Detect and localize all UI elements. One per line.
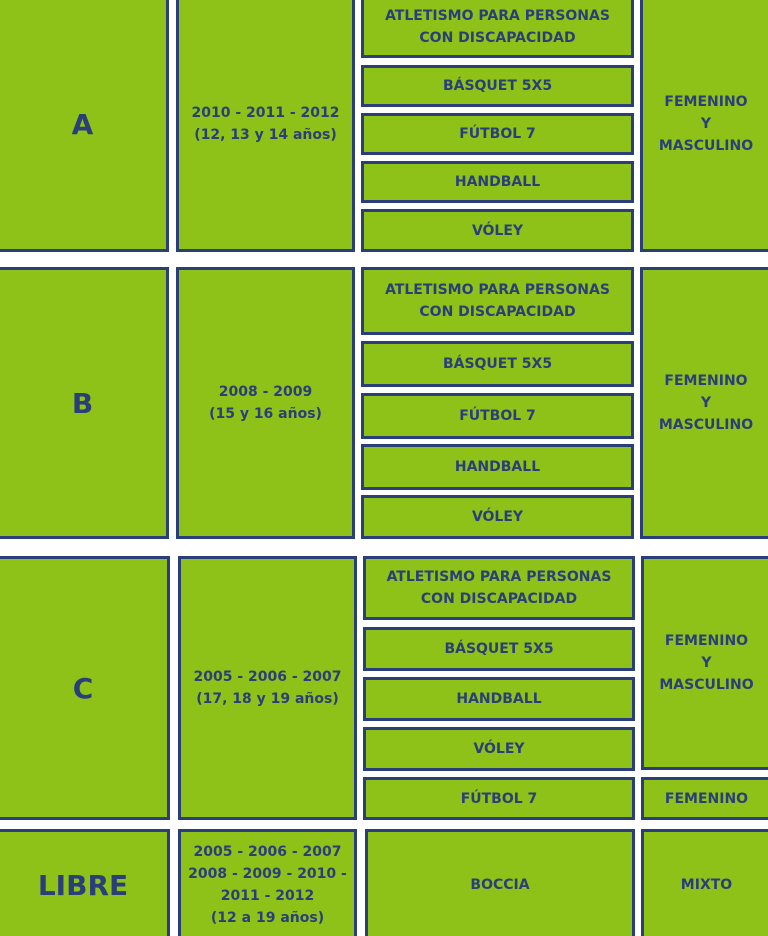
gender-cell bbox=[640, 267, 768, 539]
sport-label: VÓLEY bbox=[471, 509, 524, 525]
sport-cell bbox=[363, 627, 635, 671]
sport-cell bbox=[361, 209, 634, 252]
years-line: (12 a 19 años) bbox=[210, 910, 325, 926]
sport-label: VÓLEY bbox=[473, 741, 525, 757]
sport-cell bbox=[361, 267, 634, 335]
gender-label: MIXTO bbox=[680, 877, 733, 893]
sport-label: ATLETISMO PARA PERSONAS bbox=[385, 8, 610, 24]
sport-label: CON DISCAPACIDAD bbox=[419, 304, 576, 320]
sport-cell bbox=[363, 727, 635, 771]
gender-cell bbox=[641, 829, 768, 936]
category-a-years bbox=[176, 0, 355, 252]
sport-label: VÓLEY bbox=[471, 222, 524, 239]
category-c-years bbox=[178, 556, 357, 820]
years-line: (15 y 16 años) bbox=[209, 406, 322, 422]
sport-label: BÁSQUET 5X5 bbox=[442, 356, 553, 372]
years-line: 2008 - 2009 bbox=[218, 384, 313, 400]
gender-cell bbox=[641, 556, 768, 770]
gender-label: FEMENINO bbox=[664, 790, 749, 807]
gender-label: FEMENINO bbox=[664, 373, 748, 389]
sport-label: FÚTBOL 7 bbox=[459, 126, 536, 142]
sport-label: CON DISCAPACIDAD bbox=[420, 591, 578, 607]
sport-label: HANDBALL bbox=[454, 459, 541, 475]
sport-label: BOCCIA bbox=[470, 877, 530, 893]
sport-cell bbox=[361, 161, 634, 203]
category-a bbox=[0, 0, 169, 252]
sport-cell bbox=[361, 65, 634, 107]
years-line: (17, 18 y 19 años) bbox=[196, 691, 339, 707]
gender-label: FEMENINO bbox=[664, 94, 748, 110]
sport-cell bbox=[361, 444, 634, 490]
sport-label: FÚTBOL 7 bbox=[459, 408, 536, 424]
sport-label: HANDBALL bbox=[456, 691, 542, 707]
category-b-label: B bbox=[71, 386, 94, 420]
gender-label: MASCULINO bbox=[659, 677, 754, 693]
gender-label: Y bbox=[700, 116, 712, 132]
sport-label: ATLETISMO PARA PERSONAS bbox=[385, 282, 610, 298]
sport-cell bbox=[361, 495, 634, 539]
sport-label: ATLETISMO PARA PERSONAS bbox=[386, 569, 612, 585]
years-line: 2011 - 2012 bbox=[220, 888, 315, 904]
sport-label: BÁSQUET 5X5 bbox=[444, 641, 554, 657]
gender-cell-extra bbox=[641, 777, 768, 820]
gender-cell bbox=[640, 0, 768, 252]
years-line: 2010 - 2011 - 2012 bbox=[191, 105, 340, 121]
years-line: 2005 - 2006 - 2007 bbox=[193, 844, 342, 860]
category-c-label: C bbox=[72, 671, 94, 705]
sport-cell bbox=[361, 0, 634, 58]
sport-cell bbox=[363, 677, 635, 721]
years-line: (12, 13 y 14 años) bbox=[194, 127, 337, 143]
category-libre-years bbox=[178, 829, 357, 936]
gender-label: Y bbox=[700, 395, 712, 411]
sport-label: FÚTBOL 7 bbox=[460, 790, 538, 807]
sport-label: HANDBALL bbox=[454, 174, 541, 190]
gender-label: MASCULINO bbox=[658, 417, 754, 433]
sport-cell bbox=[365, 829, 635, 936]
sport-cell bbox=[361, 393, 634, 439]
gender-label: MASCULINO bbox=[658, 138, 754, 154]
years-line: 2005 - 2006 - 2007 bbox=[193, 669, 342, 685]
sport-cell bbox=[363, 556, 635, 620]
gender-label: Y bbox=[701, 655, 712, 671]
sport-cell bbox=[361, 113, 634, 155]
category-libre bbox=[0, 829, 170, 936]
category-b-years bbox=[176, 267, 355, 539]
sport-cell bbox=[361, 341, 634, 387]
years-line: 2008 - 2009 - 2010 - bbox=[188, 866, 347, 882]
category-a-label: A bbox=[71, 107, 94, 141]
category-b bbox=[0, 267, 169, 539]
sport-cell bbox=[363, 777, 635, 820]
category-libre-label: LIBRE bbox=[37, 868, 129, 902]
gender-label: FEMENINO bbox=[664, 633, 749, 649]
category-c bbox=[0, 556, 170, 820]
sport-label: BÁSQUET 5X5 bbox=[442, 78, 553, 94]
sport-label: CON DISCAPACIDAD bbox=[419, 30, 576, 46]
